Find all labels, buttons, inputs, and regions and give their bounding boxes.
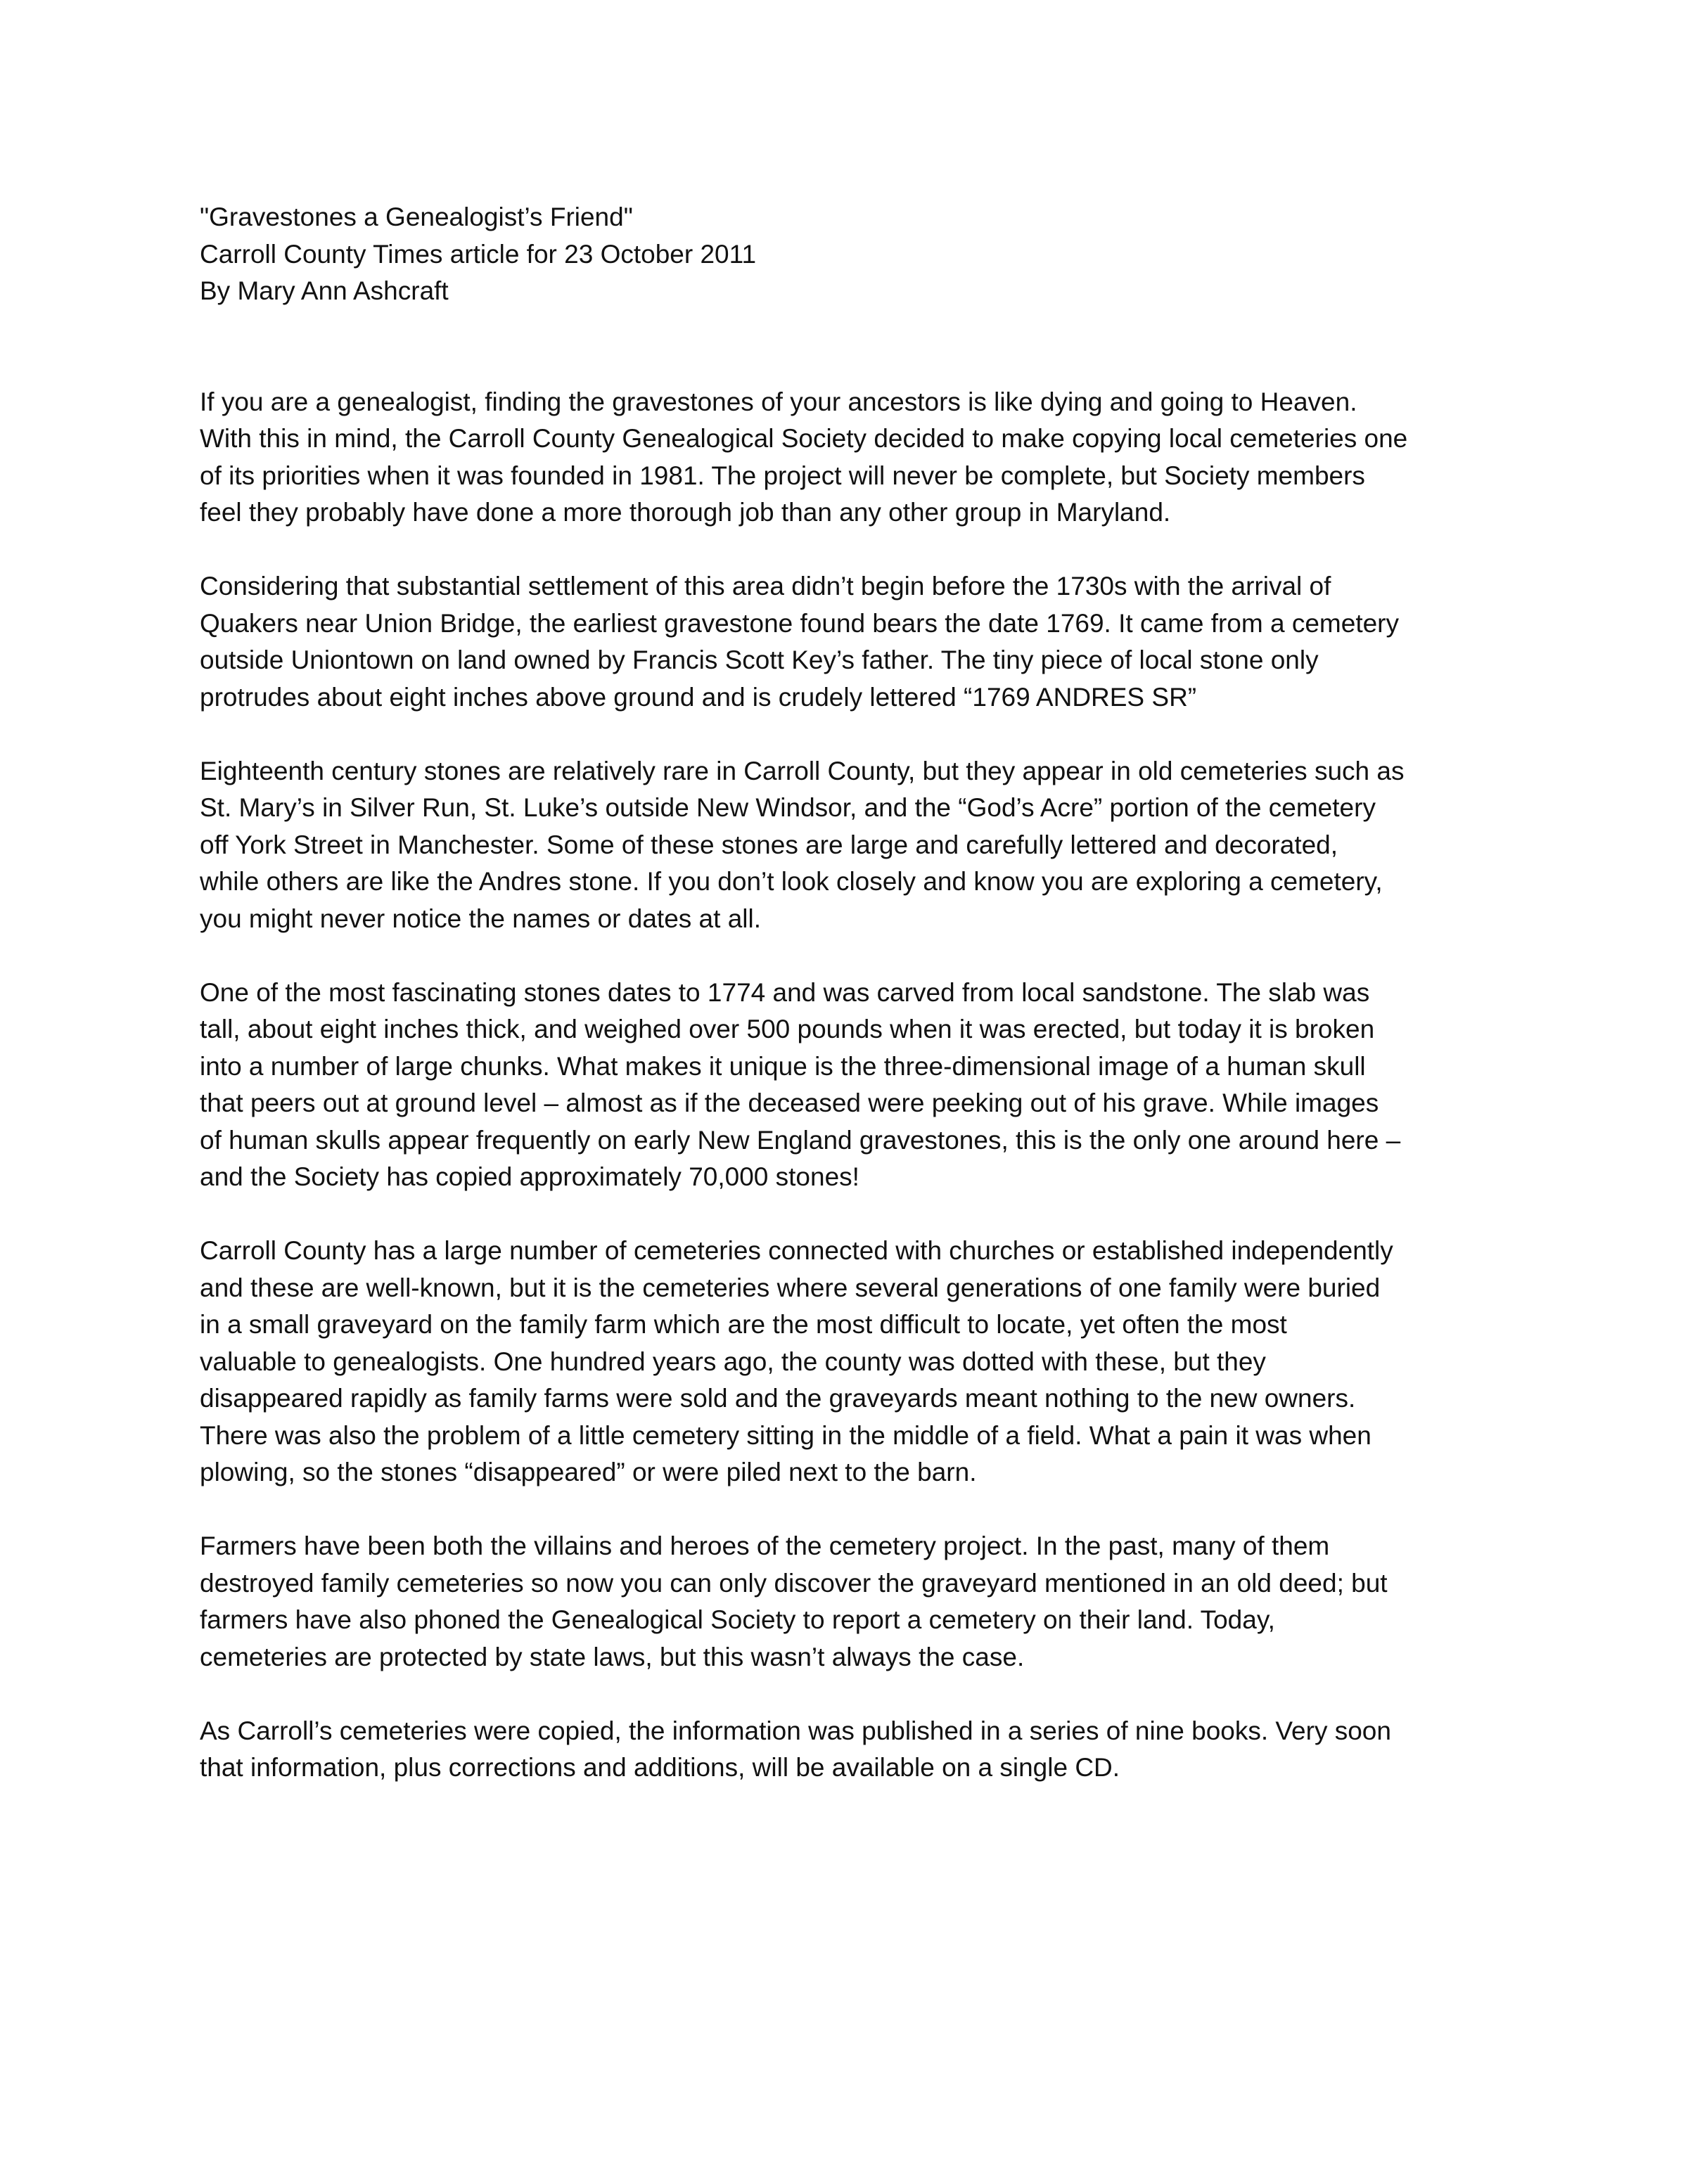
paragraph-line: destroyed family cemeteries so now you can only discover the graveyard mentioned in an old deed; but <box>200 1568 1388 1598</box>
paragraph-line: One of the most fascinating stones dates to 1774 and was carved from local sandstone. The slab was <box>200 977 1370 1007</box>
paragraph-3 <box>200 753 1536 938</box>
paragraph-line: outside Uniontown on land owned by Francis Scott Key’s father. The tiny piece of local stone only <box>200 645 1319 674</box>
paragraph-line: Carroll County has a large number of cemeteries connected with churches or established independently <box>200 1236 1393 1265</box>
paragraph-line: Eighteenth century stones are relatively rare in Carroll County, but they appear in old cemeteries such as <box>200 756 1405 785</box>
paragraph-line: and the Society has copied approximately 70,000 stones! <box>200 1162 859 1191</box>
paragraph-line: Quakers near Union Bridge, the earliest gravestone found bears the date 1769. It came from a cemetery <box>200 608 1399 638</box>
paragraph-5 <box>200 1233 1536 1491</box>
article-byline: By Mary Ann Ashcraft <box>200 276 449 305</box>
paragraph-line: in a small graveyard on the family farm which are the most difficult to locate, yet often the most <box>200 1310 1287 1339</box>
paragraph-line: feel they probably have done a more thorough job than any other group in Maryland. <box>200 498 1171 527</box>
paragraph-line: cemeteries are protected by state laws, but this wasn’t always the case. <box>200 1642 1025 1671</box>
paragraph-line: protrudes about eight inches above ground and is crudely lettered “1769 ANDRES SR” <box>200 682 1197 712</box>
paragraph-line: tall, about eight inches thick, and weighed over 500 pounds when it was erected, but today it is broken <box>200 1015 1375 1043</box>
paragraph-1 <box>200 384 1536 532</box>
paragraph-line: plowing, so the stones “disappeared” or were piled next to the barn. <box>200 1458 977 1486</box>
paragraph-line: that information, plus corrections and additions, will be available on a single CD. <box>200 1753 1120 1782</box>
paragraph-line: disappeared rapidly as family farms were sold and the graveyards meant nothing to the new owners. <box>200 1384 1356 1413</box>
paragraph-line: If you are a genealogist, finding the gravestones of your ancestors is like dying and going to Heaven. <box>200 387 1357 416</box>
paragraph-line: With this in mind, the Carroll County Genealogical Society decided to make copying local cemeteries one <box>200 424 1408 453</box>
article-title: "Gravestones a Genealogist’s Friend" <box>200 203 633 231</box>
paragraph-line: As Carroll’s cemeteries were copied, the information was published in a series of nine books. Very soon <box>200 1716 1391 1745</box>
paragraph-line: farmers have also phoned the Genealogical Society to report a cemetery on their land. Today, <box>200 1605 1275 1634</box>
article-publication: Carroll County Times article for 23 October 2011 <box>200 239 757 269</box>
paragraph-line: of human skulls appear frequently on early New England gravestones, this is the only one around here – <box>200 1125 1401 1155</box>
paragraph-line: Farmers have been both the villains and heroes of the cemetery project. In the past, many of them <box>200 1531 1330 1560</box>
article-body <box>200 199 1536 1823</box>
paragraph-line: off York Street in Manchester. Some of these stones are large and carefully lettered and decorated, <box>200 830 1338 859</box>
article-header <box>200 199 1536 310</box>
paragraph-line: valuable to genealogists. One hundred years ago, the county was dotted with these, but they <box>200 1347 1266 1376</box>
paragraph-line: you might never notice the names or dates at all. <box>200 904 761 933</box>
paragraph-line: of its priorities when it was founded in 1981. The project will never be complete, but Society members <box>200 461 1365 490</box>
paragraph-line: while others are like the Andres stone. If you don’t look closely and know you are exploring a cemetery, <box>200 867 1383 896</box>
paragraph-line: There was also the problem of a little cemetery sitting in the middle of a field. What a pain it was when <box>200 1420 1372 1450</box>
paragraph-6 <box>200 1528 1536 1676</box>
paragraph-line: and these are well-known, but it is the cemeteries where several generations of one family were buried <box>200 1273 1381 1302</box>
paragraph-line: into a number of large chunks. What makes it unique is the three-dimensional image of a human skull <box>200 1051 1366 1081</box>
paragraph-2 <box>200 568 1536 716</box>
paragraph-line: that peers out at ground level – almost as if the deceased were peeking out of his grave. While images <box>200 1088 1379 1117</box>
paragraph-7 <box>200 1713 1536 1787</box>
paragraph-line: St. Mary’s in Silver Run, St. Luke’s outside New Windsor, and the “God’s Acre” portion of the cemetery <box>200 793 1376 822</box>
paragraph-line: Considering that substantial settlement of this area didn’t begin before the 1730s with the arrival of <box>200 572 1331 600</box>
paragraph-4 <box>200 975 1536 1196</box>
